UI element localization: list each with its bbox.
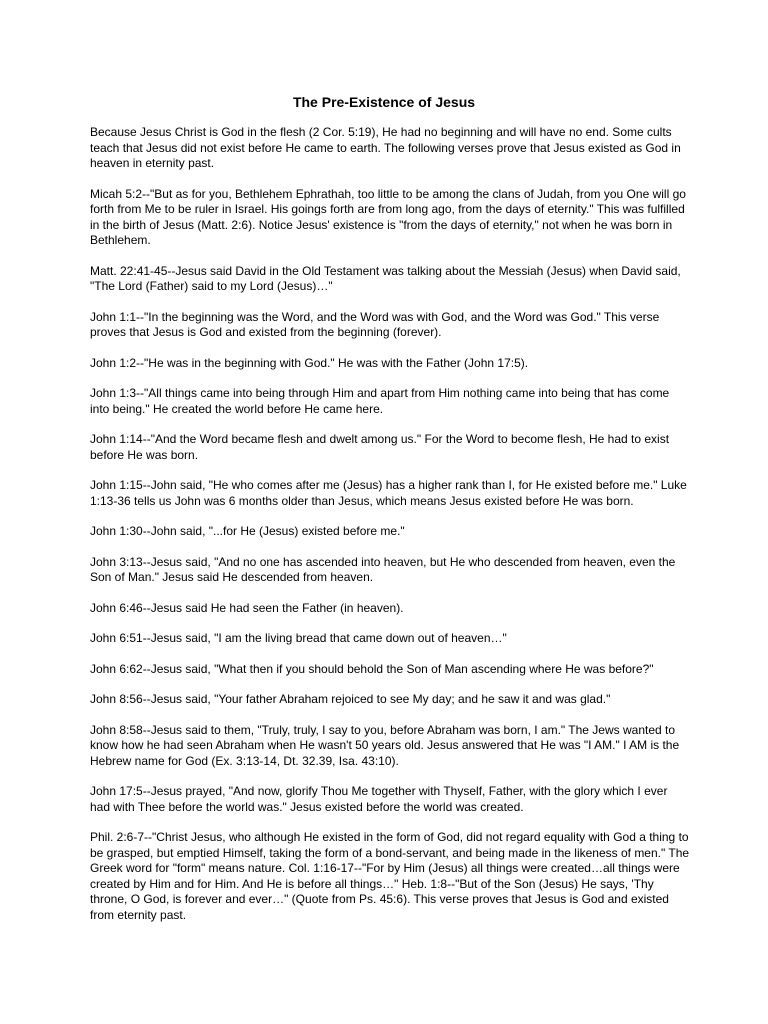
paragraph-john-17-5: John 17:5--Jesus prayed, "And now, glorify Thou Me together with Thyself, Father, with the glory which I ever had with Thee before the world was." Jesus existed before the world was created.	[90, 784, 668, 814]
paragraph-john-6-62: John 6:62--Jesus said, "What then if you should behold the Son of Man ascending where He was before?"	[90, 661, 654, 676]
paragraph-john-1-3: John 1:3--"All things came into being through Him and apart from Him nothing came into being that has come into being." He created the world before He came here.	[90, 386, 670, 416]
paragraph-john-1-2: John 1:2--"He was in the beginning with God." He was with the Father (John 17:5).	[90, 355, 529, 370]
paragraph-john-8-58: John 8:58--Jesus said to them, "Truly, truly, I say to you, before Abraham was born, I am." The Jews wanted to know how he had seen Abraham when He wasn't 50 years old. Jesus answered that He was "I AM." I AM is the Hebrew name for God (Ex. 3:13-14, Dt. 32.39, Isa. 43:10).	[90, 722, 680, 768]
paragraph-john-3-13: John 3:13--Jesus said, "And no one has ascended into heaven, but He who descended from heaven, even the Son of Man." Jesus said He descended from heaven.	[90, 554, 676, 584]
paragraph-john-6-46: John 6:46--Jesus said He had seen the Father (in heaven).	[90, 600, 404, 615]
paragraph-john-1-30: John 1:30--John said, "...for He (Jesus) existed before me."	[90, 524, 405, 538]
paragraph-micah-5-2: Micah 5:2--"But as for you, Bethlehem Ephrathah, too little to be among the clans of Judah, from you One will go forth from Me to be ruler in Israel. His goings forth are from long ago, from the days of eternity." This was fulfilled in the birth of Jesus (Matt. 2:6). Notice Jesus' existence is "from the days of eternity," not when he was born in Bethlehem.	[90, 186, 686, 247]
paragraph-john-1-14: John 1:14--"And the Word became flesh and dwelt among us." For the Word to become flesh, He had to exist before He was born.	[90, 432, 670, 462]
paragraph-intro: Because Jesus Christ is God in the flesh (2 Cor. 5:19), He had no beginning and will have no end. Some cults teach that Jesus did not exist before He came to earth. The following verses prove that Jesus existed as God in heaven in eternity past.	[90, 125, 681, 170]
paragraph-john-1-15: John 1:15--John said, "He who comes after me (Jesus) has a higher rank than I, for He existed before me." Luke 1:13-36 tells us John was 6 months older than Jesus, which means Jesus existed before He was born.	[90, 478, 687, 508]
paragraph-matt-22-41: Matt. 22:41-45--Jesus said David in the Old Testament was talking about the Messiah (Jesus) when David said, "The Lord (Father) said to my Lord (Jesus)…"	[90, 263, 681, 293]
paragraph-phil-2-6: Phil. 2:6-7--"Christ Jesus, who although He existed in the form of God, did not regard equality with God a thing to be grasped, but emptied Himself, taking the form of a bond-servant, and being made in the likeness of men." The Greek word for "form" means nature. Col. 1:16-17--"For by Him (Jesus) all things were created…all things were created by Him and for Him. And He is before all things…" Heb. 1:8--"But of the Son (Jesus) He says, 'Thy throne, O God, is forever and ever…" (Quote from Ps. 45:6). This verse proves that Jesus is God and existed from eternity past.	[90, 830, 690, 922]
paragraph-john-1-1: John 1:1--"In the beginning was the Word, and the Word was with God, and the Word was God." This verse proves that Jesus is God and existed from the beginning (forever).	[90, 309, 660, 339]
document-title: The Pre-Existence of Jesus	[292, 94, 476, 110]
paragraph-john-8-56: John 8:56--Jesus said, "Your father Abraham rejoiced to see My day; and he saw it and was glad."	[90, 692, 611, 706]
document-body	[90, 125, 690, 938]
paragraph-john-6-51: John 6:51--Jesus said, "I am the living bread that came down out of heaven…"	[90, 631, 507, 645]
